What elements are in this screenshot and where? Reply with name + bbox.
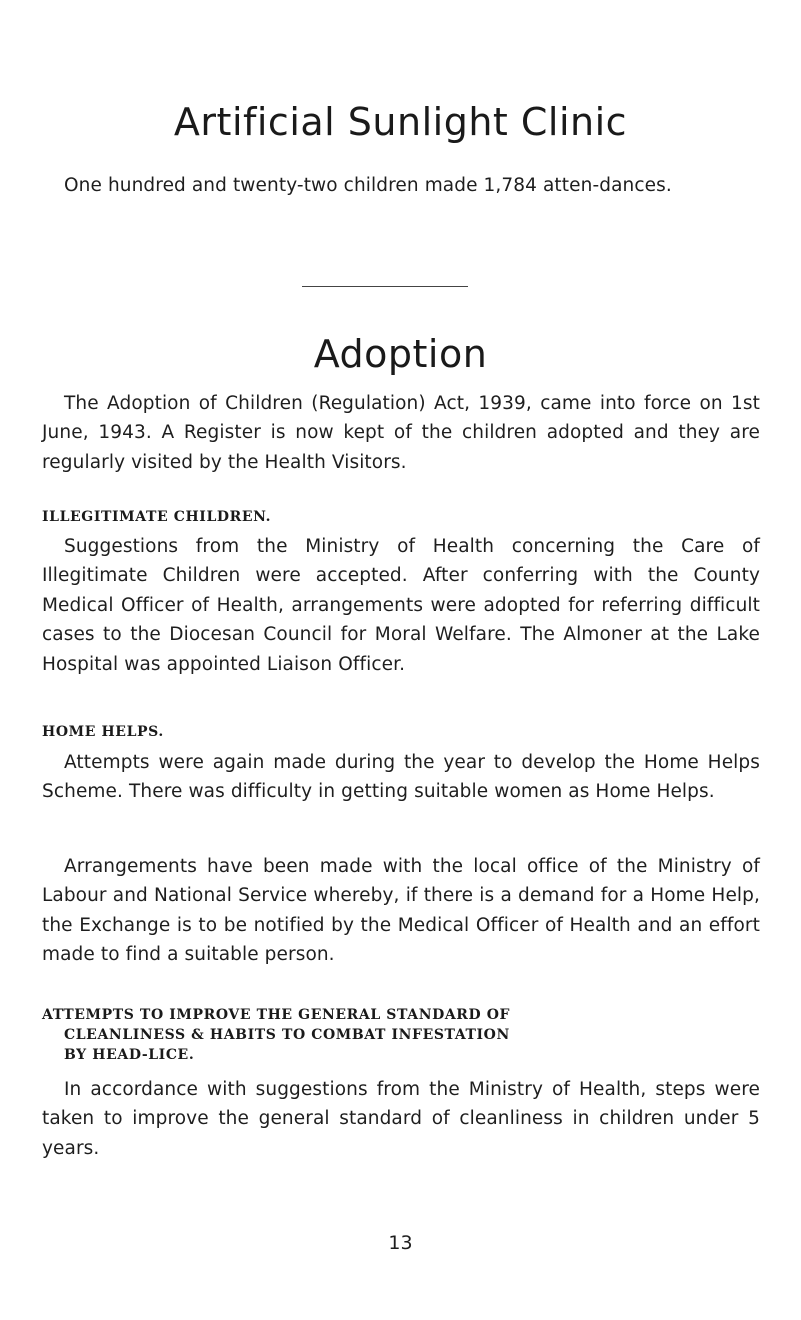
sunlight-clinic-title: Artificial Sunlight Clinic [173,100,628,144]
illegitimate-children-heading: ILLEGITIMATE CHILDREN. [42,509,272,525]
cleanliness-paragraph: In accordance with suggestions from the Ministry of Health, steps were taken to improve the general standard of cleanliness in children under 5 years. [42,1079,760,1159]
sunlight-clinic-paragraph: One hundred and twenty-two children made 1,784 atten-dances. [64,175,672,196]
home-helps-paragraph-1: Attempts were again made during the year to develop the Home Helps Scheme. There was difficulty in getting suitable women as Home Helps. [42,752,760,803]
home-helps-heading: HOME HELPS. [42,724,164,740]
page-number: 13 [388,1232,413,1254]
cleanliness-heading [42,1005,762,1065]
adoption-title: Adoption [313,332,488,376]
adoption-paragraph: The Adoption of Children (Regulation) Act, 1939, came into force on 1st June, 1943. A Register is now kept of the children adopted and they are regularly visited by the Health Visitors. [42,393,760,473]
home-helps-paragraph-2: Arrangements have been made with the local office of the Ministry of Labour and National Service whereby, if there is a demand for a Home Help, the Exchange is to be notified by the Medical Officer of Health and an effort made to find a suitable person. [42,856,760,966]
cleanliness-heading-line-2: CLEANLINESS & HABITS TO COMBAT INFESTATION [64,1027,510,1043]
section-divider [302,286,468,287]
cleanliness-heading-line-3: BY HEAD-LICE. [64,1047,195,1063]
illegitimate-children-paragraph: Suggestions from the Ministry of Health concerning the Care of Illegitimate Children were accepted. After conferring with the County Medical Officer of Health, arrangements were adopted for referring difficult cases to the Diocesan Council for Moral Welfare. The Almoner at the Lake Hospital was appointed Liaison Officer. [42,536,760,675]
cleanliness-heading-line-1: ATTEMPTS TO IMPROVE THE GENERAL STANDARD OF [42,1007,511,1023]
